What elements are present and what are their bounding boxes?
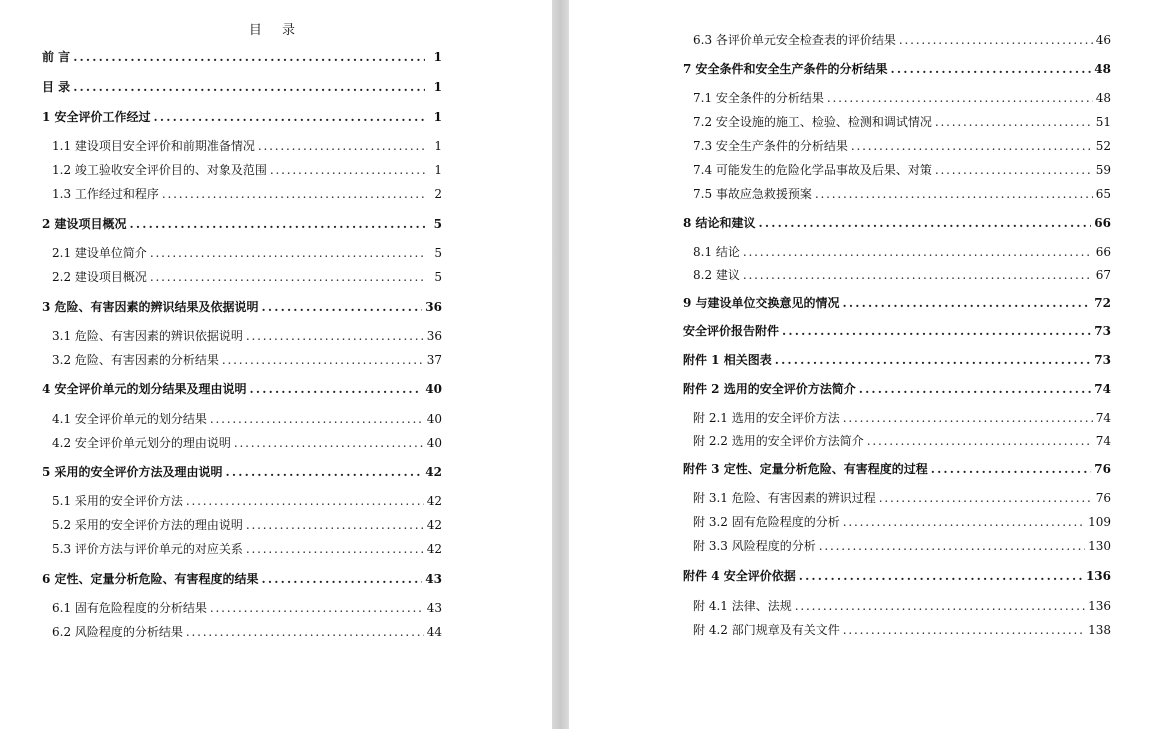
toc-entry-page-number: 36 bbox=[426, 329, 442, 343]
toc-entry-label: 5.2 采用的安全评价方法的理由说明 bbox=[52, 518, 243, 532]
dot-leader bbox=[162, 185, 425, 203]
toc-entry-page-number: 76 bbox=[1094, 462, 1111, 476]
dot-leader bbox=[262, 298, 423, 316]
toc-entry-label: 3.2 危险、有害因素的分析结果 bbox=[52, 353, 219, 367]
toc-entry[interactable] bbox=[693, 161, 1111, 179]
toc-entry-page-number: 66 bbox=[1095, 245, 1111, 259]
toc-entry[interactable] bbox=[693, 489, 1111, 507]
dot-leader bbox=[73, 78, 425, 96]
toc-entry-page-number: 1 bbox=[433, 80, 442, 94]
toc-entry-page-number: 65 bbox=[1095, 187, 1111, 201]
toc-entry[interactable] bbox=[683, 380, 1111, 398]
dot-leader bbox=[186, 492, 424, 510]
toc-entry-label: 附 4.2 部门规章及有关文件 bbox=[693, 623, 840, 637]
dot-leader bbox=[130, 215, 425, 233]
toc-entry[interactable] bbox=[683, 322, 1111, 340]
toc-entry[interactable] bbox=[42, 78, 442, 96]
toc-entry-label: 6.1 固有危险程度的分析结果 bbox=[52, 601, 207, 615]
toc-entry-page-number: 1 bbox=[434, 139, 442, 153]
dot-leader bbox=[210, 410, 424, 428]
toc-entry-page-number: 74 bbox=[1095, 434, 1111, 448]
toc-entry[interactable] bbox=[683, 214, 1111, 232]
dot-leader bbox=[843, 621, 1085, 639]
toc-entry-label: 附 2.2 选用的安全评价方法简介 bbox=[693, 434, 864, 448]
toc-entry[interactable] bbox=[683, 567, 1111, 585]
dot-leader bbox=[262, 570, 423, 588]
toc-entry[interactable] bbox=[42, 108, 442, 126]
toc-entry-label: 7 安全条件和安全生产条件的分析结果 bbox=[683, 62, 888, 76]
toc-entry-label: 附 2.1 选用的安全评价方法 bbox=[693, 411, 840, 425]
dot-leader bbox=[246, 540, 424, 558]
dot-leader bbox=[73, 48, 425, 66]
toc-entry-label: 7.2 安全设施的施工、检验、检测和调试情况 bbox=[693, 115, 932, 129]
dot-leader bbox=[879, 489, 1093, 507]
dot-leader bbox=[859, 380, 1092, 398]
dot-leader bbox=[891, 60, 1092, 78]
toc-entry-label: 目 录 bbox=[42, 80, 71, 94]
toc-entry-page-number: 74 bbox=[1095, 411, 1111, 425]
toc-entry[interactable] bbox=[52, 268, 442, 286]
toc-entry[interactable] bbox=[693, 266, 1111, 284]
dot-leader bbox=[935, 161, 1093, 179]
dot-leader bbox=[150, 268, 425, 286]
toc-entry-label: 前 言 bbox=[42, 50, 71, 64]
dot-leader bbox=[935, 113, 1093, 131]
toc-entry[interactable] bbox=[693, 513, 1111, 531]
toc-entry-page-number: 67 bbox=[1095, 268, 1111, 282]
dot-leader bbox=[186, 623, 424, 641]
toc-entry-page-number: 59 bbox=[1095, 163, 1111, 177]
dot-leader bbox=[843, 294, 1092, 312]
toc-entry-page-number: 136 bbox=[1088, 599, 1111, 613]
toc-entry-label: 附件 4 安全评价依据 bbox=[683, 569, 796, 583]
toc-entry-label: 8.1 结论 bbox=[693, 245, 740, 259]
toc-entry-page-number: 1 bbox=[433, 110, 442, 124]
dot-leader bbox=[867, 432, 1093, 450]
toc-entry-label: 附件 3 定性、定量分析危险、有害程度的过程 bbox=[683, 462, 928, 476]
toc-entry[interactable] bbox=[683, 60, 1111, 78]
toc-entry-label: 5.1 采用的安全评价方法 bbox=[52, 494, 183, 508]
toc-entry-page-number: 5 bbox=[434, 246, 442, 260]
dot-leader bbox=[843, 513, 1085, 531]
toc-entry-page-number: 51 bbox=[1095, 115, 1111, 129]
toc-entry-label: 5.3 评价方法与评价单元的对应关系 bbox=[52, 542, 243, 556]
dot-leader bbox=[246, 516, 424, 534]
toc-entry[interactable] bbox=[693, 185, 1111, 203]
dot-leader bbox=[899, 31, 1093, 49]
toc-entry[interactable] bbox=[52, 434, 442, 452]
toc-entry[interactable] bbox=[693, 432, 1111, 450]
dot-leader bbox=[782, 322, 1091, 340]
toc-entry[interactable] bbox=[42, 215, 442, 233]
toc-entry-label: 6 定性、定量分析危险、有害程度的结果 bbox=[42, 572, 259, 586]
toc-entry-page-number: 5 bbox=[433, 217, 442, 231]
toc-entry-page-number: 36 bbox=[425, 300, 442, 314]
toc-title: 目 录 bbox=[248, 23, 304, 38]
toc-entry-page-number: 73 bbox=[1094, 353, 1111, 367]
toc-entry-page-number: 74 bbox=[1094, 382, 1111, 396]
toc-entry[interactable] bbox=[42, 298, 442, 316]
toc-entry-label: 6.2 风险程度的分析结果 bbox=[52, 625, 183, 639]
toc-entry[interactable] bbox=[52, 244, 442, 262]
toc-entry-page-number: 40 bbox=[426, 412, 442, 426]
toc-entry-label: 6.3 各评价单元安全检查表的评价结果 bbox=[693, 33, 896, 47]
toc-entry[interactable] bbox=[52, 137, 442, 155]
toc-entry-label: 7.1 安全条件的分析结果 bbox=[693, 91, 824, 105]
toc-entry[interactable] bbox=[693, 409, 1111, 427]
toc-entry-label: 附 3.2 固有危险程度的分析 bbox=[693, 515, 840, 529]
toc-entry-label: 1.2 竣工验收安全评价目的、对象及范围 bbox=[52, 163, 267, 177]
toc-entry[interactable] bbox=[693, 89, 1111, 107]
toc-entry[interactable] bbox=[52, 516, 442, 534]
toc-entry[interactable] bbox=[683, 294, 1111, 312]
toc-entry-label: 8.2 建议 bbox=[693, 268, 740, 282]
dot-leader bbox=[759, 214, 1092, 232]
toc-entry-label: 1.3 工作经过和程序 bbox=[52, 187, 159, 201]
toc-entry[interactable] bbox=[693, 537, 1111, 555]
toc-entry[interactable] bbox=[42, 570, 442, 588]
toc-entry-page-number: 138 bbox=[1088, 623, 1111, 637]
page-gutter bbox=[552, 0, 569, 729]
toc-entry[interactable] bbox=[52, 410, 442, 428]
toc-entry-page-number: 37 bbox=[426, 353, 442, 367]
toc-entry-label: 附件 1 相关图表 bbox=[683, 353, 772, 367]
dot-leader bbox=[258, 137, 425, 155]
toc-entry-page-number: 42 bbox=[426, 542, 442, 556]
toc-entry-label: 3 危险、有害因素的辨识结果及依据说明 bbox=[42, 300, 259, 314]
toc-entry-page-number: 136 bbox=[1085, 569, 1111, 583]
toc-entry-page-number: 1 bbox=[434, 163, 442, 177]
toc-page-right bbox=[569, 0, 1161, 729]
toc-entry-page-number: 40 bbox=[425, 382, 442, 396]
toc-entry-page-number: 52 bbox=[1095, 139, 1111, 153]
toc-entry[interactable] bbox=[693, 621, 1111, 639]
toc-entry[interactable] bbox=[693, 31, 1111, 49]
dot-leader bbox=[819, 537, 1085, 555]
toc-entry-label: 1 安全评价工作经过 bbox=[42, 110, 151, 124]
toc-entry[interactable] bbox=[693, 243, 1111, 261]
toc-entry[interactable] bbox=[42, 380, 442, 398]
toc-entry-label: 2.1 建设单位简介 bbox=[52, 246, 147, 260]
toc-page-left bbox=[0, 0, 552, 729]
toc-entry-page-number: 48 bbox=[1095, 91, 1111, 105]
toc-entry-label: 附 3.1 危险、有害因素的辨识过程 bbox=[693, 491, 876, 505]
toc-entry-page-number: 130 bbox=[1088, 539, 1111, 553]
toc-entry-page-number: 5 bbox=[434, 270, 442, 284]
toc-entry-page-number: 76 bbox=[1095, 491, 1111, 505]
toc-entry-page-number: 109 bbox=[1088, 515, 1111, 529]
toc-entry-label: 2.2 建设项目概况 bbox=[52, 270, 147, 284]
toc-entry-page-number: 44 bbox=[426, 625, 442, 639]
toc-entry-page-number: 73 bbox=[1094, 324, 1111, 338]
toc-entry-label: 4.2 安全评价单元划分的理由说明 bbox=[52, 436, 231, 450]
toc-entry-page-number: 72 bbox=[1094, 296, 1111, 310]
toc-entry-label: 7.5 事故应急救援预案 bbox=[693, 187, 812, 201]
toc-entry[interactable] bbox=[52, 351, 442, 369]
toc-entry-page-number: 2 bbox=[434, 187, 442, 201]
dot-leader bbox=[743, 243, 1093, 261]
dot-leader bbox=[154, 108, 425, 126]
dot-leader bbox=[226, 463, 423, 481]
toc-entry[interactable] bbox=[52, 161, 442, 179]
dot-leader bbox=[222, 351, 424, 369]
toc-entry-page-number: 42 bbox=[425, 465, 442, 479]
toc-entry-label: 7.4 可能发生的危险化学品事故及后果、对策 bbox=[693, 163, 932, 177]
dot-leader bbox=[843, 409, 1093, 427]
toc-entry[interactable] bbox=[693, 597, 1111, 615]
toc-entry-page-number: 42 bbox=[426, 494, 442, 508]
toc-entry-page-number: 46 bbox=[1095, 33, 1111, 47]
dot-leader bbox=[743, 266, 1093, 284]
dot-leader bbox=[775, 351, 1092, 369]
toc-entry[interactable] bbox=[52, 623, 442, 641]
toc-entry[interactable] bbox=[52, 185, 442, 203]
toc-entry-page-number: 43 bbox=[426, 601, 442, 615]
toc-entry[interactable] bbox=[52, 540, 442, 558]
toc-entry-label: 4 安全评价单元的划分结果及理由说明 bbox=[42, 382, 247, 396]
dot-leader bbox=[827, 89, 1093, 107]
toc-entry[interactable] bbox=[42, 463, 442, 481]
toc-entry[interactable] bbox=[693, 137, 1111, 155]
dot-leader bbox=[795, 597, 1085, 615]
toc-entry[interactable] bbox=[52, 327, 442, 345]
toc-entry-page-number: 66 bbox=[1094, 216, 1111, 230]
toc-entry-label: 7.3 安全生产条件的分析结果 bbox=[693, 139, 848, 153]
dot-leader bbox=[815, 185, 1093, 203]
dot-leader bbox=[250, 380, 423, 398]
toc-entry-label: 2 建设项目概况 bbox=[42, 217, 127, 231]
toc-entry-page-number: 43 bbox=[425, 572, 442, 586]
toc-entry-label: 附件 2 选用的安全评价方法简介 bbox=[683, 382, 856, 396]
toc-entry-page-number: 1 bbox=[433, 50, 442, 64]
dot-leader bbox=[270, 161, 425, 179]
toc-entry[interactable] bbox=[52, 599, 442, 617]
dot-leader bbox=[931, 460, 1092, 478]
toc-entry-label: 8 结论和建议 bbox=[683, 216, 756, 230]
toc-entry-page-number: 40 bbox=[426, 436, 442, 450]
toc-entry-label: 9 与建设单位交换意见的情况 bbox=[683, 296, 840, 310]
toc-entry[interactable] bbox=[42, 48, 442, 66]
toc-entry[interactable] bbox=[683, 351, 1111, 369]
toc-entry-label: 3.1 危险、有害因素的辨识依据说明 bbox=[52, 329, 243, 343]
toc-entry-page-number: 42 bbox=[426, 518, 442, 532]
dot-leader bbox=[246, 327, 424, 345]
toc-entry[interactable] bbox=[52, 492, 442, 510]
dot-leader bbox=[234, 434, 424, 452]
toc-entry-label: 附 4.1 法律、法规 bbox=[693, 599, 792, 613]
toc-entry[interactable] bbox=[683, 460, 1111, 478]
dot-leader bbox=[799, 567, 1083, 585]
dot-leader bbox=[210, 599, 424, 617]
toc-entry-label: 1.1 建设项目安全评价和前期准备情况 bbox=[52, 139, 255, 153]
toc-entry-label: 4.1 安全评价单元的划分结果 bbox=[52, 412, 207, 426]
dot-leader bbox=[150, 244, 425, 262]
toc-entry-label: 5 采用的安全评价方法及理由说明 bbox=[42, 465, 223, 479]
toc-entry-page-number: 48 bbox=[1094, 62, 1111, 76]
toc-entry-label: 安全评价报告附件 bbox=[683, 324, 780, 338]
toc-entry-label: 附 3.3 风险程度的分析 bbox=[693, 539, 816, 553]
toc-entry[interactable] bbox=[693, 113, 1111, 131]
dot-leader bbox=[851, 137, 1093, 155]
